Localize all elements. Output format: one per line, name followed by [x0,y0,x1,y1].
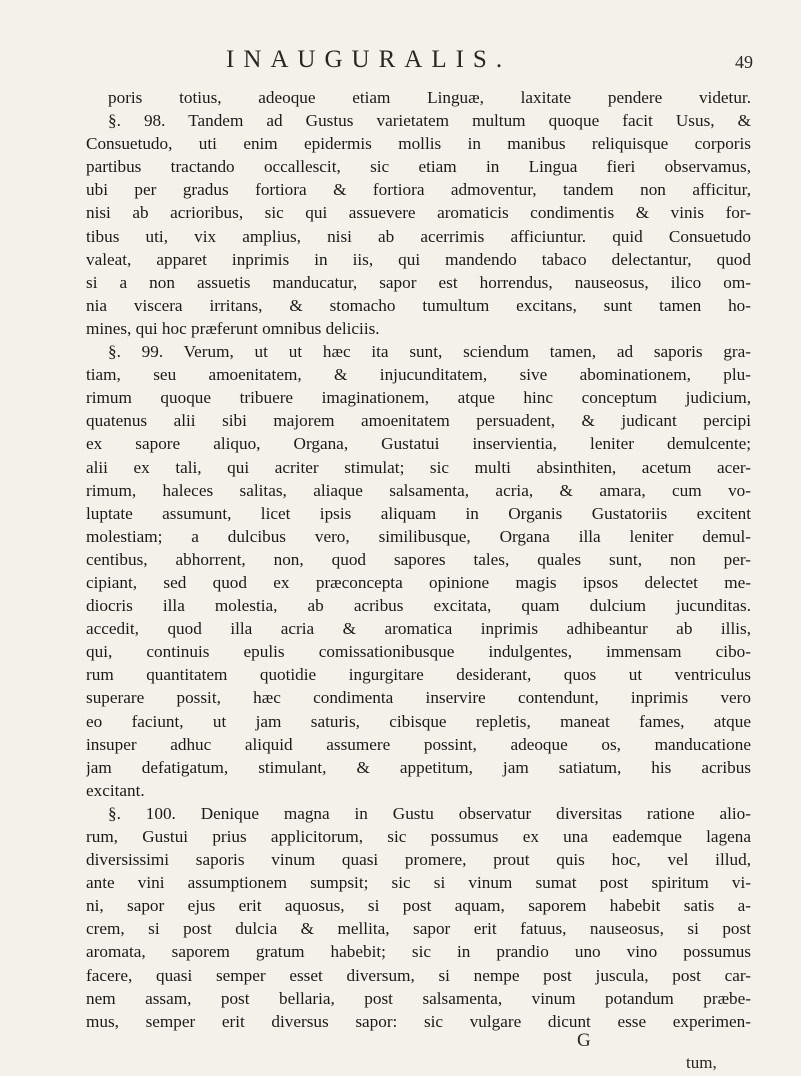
text-line: superare possit, hæc condimenta inservire contendunt, inprimis vero [86,688,751,708]
text-line: ex sapore aliquo, Organa, Gustatui inservientia, leniter demulcente; [86,434,751,454]
text-line: diocris illa molestia, ab acribus excitata, quam dulcium jucunditas. [86,596,751,616]
page-number: 49 [735,52,753,72]
text-line: nem assam, post bellaria, post salsamenta, vinum potandum præbe- [86,988,751,1008]
text-line: rum, Gustui prius applicitorum, sic possumus ex una eademque lagena [86,827,751,846]
text-line: nia viscera irritans, & stomacho tumultum excitans, sunt tamen ho- [86,295,751,315]
text-line: Consuetudo, uti enim epidermis mollis in manibus reliquisque corporis [86,134,751,154]
text-line: aromata, saporem gratum habebit; sic in prandio uno vino possumus [86,942,751,962]
text-line: mus, semper erit diversus sapor: sic vulgare dicunt esse experimen- [86,1011,751,1031]
text-line: rimum quoque tribuere imaginationem, atque hinc conceptum judicium, [86,388,751,408]
text-line: §. 100. Denique magna in Gustu observatur diversitas ratione alio- [108,803,751,823]
text-line: cipiant, sed quod ex præconcepta opinione magis ipsos delectet me- [86,572,751,592]
running-head: INAUGURALIS. [226,46,512,73]
text-line: rimum, haleces salitas, aliaque salsamenta, acria, & amara, cum vo- [86,480,751,500]
text-line: si a non assuetis manducatur, sapor est horrendus, nauseosus, ilico om- [86,272,751,292]
body-text [86,86,751,1033]
text-line: crem, si post dulcia & mellita, sapor erit fatuus, nauseosus, si post [86,919,751,939]
text-line: nisi ab acrioribus, sic qui assuevere aromaticis condimentis & vinis for- [86,203,751,223]
text-line: excitant. [86,780,145,800]
text-line: eo faciunt, ut jam saturis, cibisque repletis, maneat fames, atque [86,711,751,731]
text-line: partibus tractando occallescit, sic etiam in Lingua fieri observamus, [86,157,751,177]
text-line: diversissimi saporis vinum quasi promere, prout quis hoc, vel illud, [86,850,751,870]
catchword: tum, [686,1053,717,1072]
text-line: rum quantitatem quotidie ingurgitare desiderant, quos ut ventriculus [86,665,751,685]
text-line: alii ex tali, qui acriter stimulat; sic multi absinthiten, acetum acer- [86,457,751,477]
text-line: facere, quasi semper esset diversum, si nempe post jusculа, post car- [86,965,751,985]
text-line: tibus uti, vix amplius, nisi ab acerrimis afficiuntur. quid Consuetudo [86,226,751,246]
text-line: poris totius, adeoque etiam Linguæ, laxitate pendere videtur. [108,88,751,107]
text-line: qui, continuis epulis comissationibusque indulgentes, immensam cibo- [86,642,751,662]
text-line: tiam, seu amoenitatem, & injucunditatem, sive abominationem, plu- [86,365,751,385]
text-line: centibus, abhorrent, non, quod sapores tales, quales sunt, non per- [86,549,751,569]
text-line: molestiam; a dulcibus vero, similibusque, Organa illa leniter demul- [86,526,751,546]
text-line: ubi per gradus fortiora & fortiora admoventur, tandem non afficitur, [86,180,751,200]
text-line: ni, sapor ejus erit aquosus, si post aquam, saporem habebit satis a- [86,896,751,916]
text-line: quatenus alii sibi majorem amoenitatem persuadent, & judicant percipi [86,411,751,431]
text-line: jam defatigatum, stimulant, & appetitum, jam satiatum, his acribus [86,757,751,777]
text-line: accedit, quod illa acria & aromatica inprimis adhibeantur ab illis, [86,619,751,639]
text-line: §. 99. Verum, ut ut hæc ita sunt, sciendum tamen, ad saporis gra- [108,342,751,362]
text-line: valeat, apparet inprimis in iis, qui mandendo tabaco delectantur, quod [86,249,751,269]
text-line: ante vini assumptionem sumpsit; sic si vinum sumat post spiritum vi- [86,873,751,893]
text-line: luptate assumunt, licet ipsis aliquam in Organis Gustatoriis excitent [86,503,751,523]
text-line: mines, qui hoc præferunt omnibus deliciis. [86,318,380,338]
text-line: §. 98. Tandem ad Gustus varietatem multum quoque facit Usus, & [108,111,751,131]
text-line: insuper adhuc aliquid assumere possint, adeoque os, manducatione [86,734,751,754]
signature-mark: G [577,1030,591,1051]
